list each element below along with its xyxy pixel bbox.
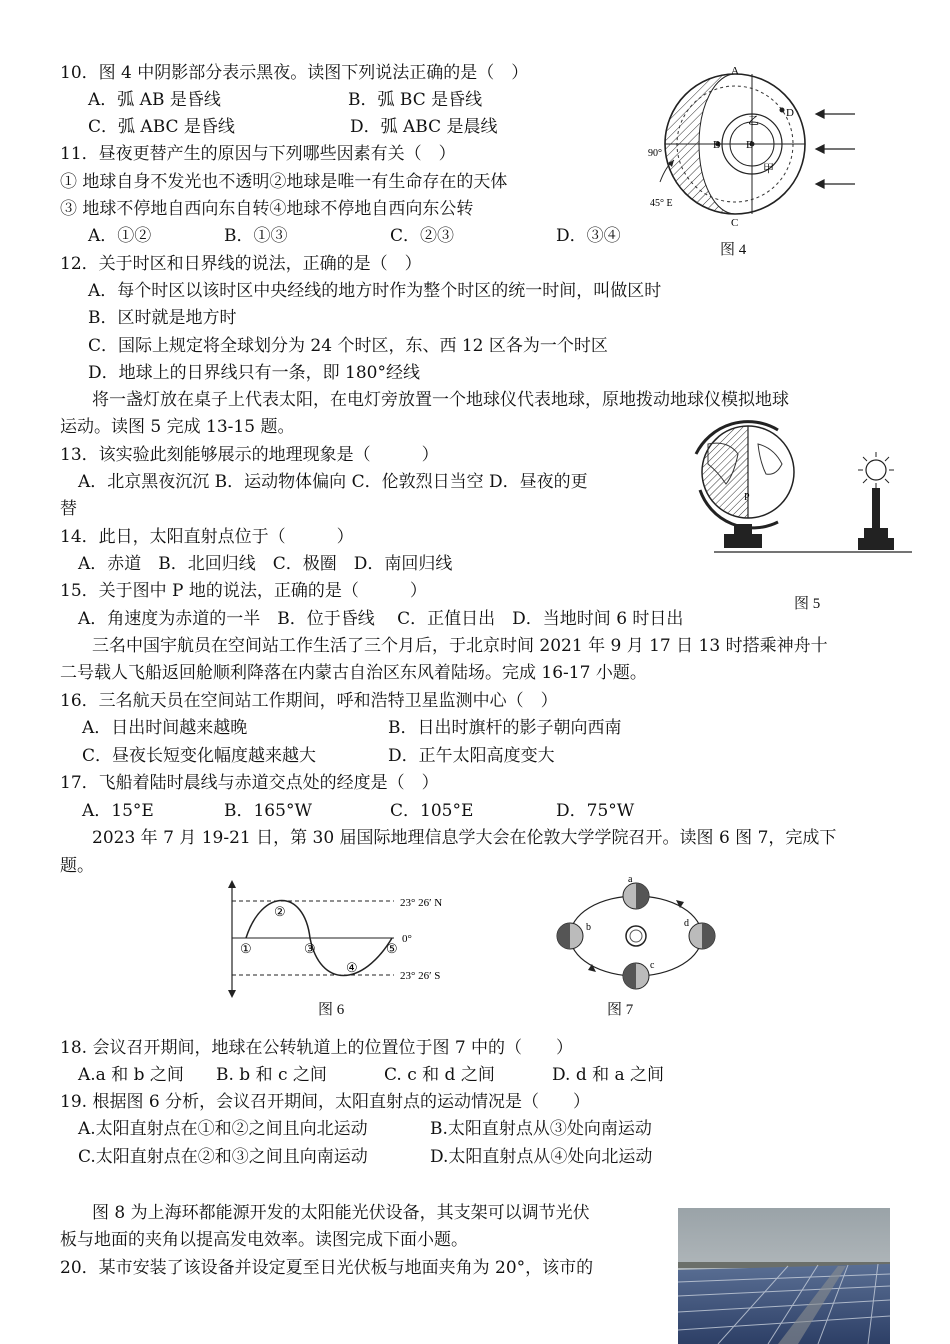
q13-options-cont: 替 [60,499,77,519]
q19-option-b: B.太阳直射点从③处向南运动 [430,1119,652,1139]
label-c: c [650,960,655,971]
q11-option-a: A．①② [88,226,152,246]
q12-stem: 12．关于时区和日界线的说法，正确的是（ ） [60,254,422,274]
point-2: ② [274,904,286,919]
q13-stem: 13．该实验此刻能够展示的地理现象是（ ） [60,445,439,465]
sunlight-arrows [816,110,855,188]
figure-8-solar-panel-photo [678,1208,890,1344]
intro-20-line-1: 图 8 为上海环都能源开发的太阳能光伏设备，其支架可以调节光伏 [92,1203,590,1223]
intro-18-19-line-2: 题。 [60,856,94,876]
earth-c [623,963,649,989]
q10-option-b: B．弧 BC 是昏线 [348,90,483,110]
q11-option-d: D．③④ [556,226,621,246]
figure-7-caption: 图 7 [607,1002,634,1018]
q14-options: A．赤道 B．北回归线 C．极圈 D．南回归线 [78,554,453,574]
point-5: ⑤ [386,941,398,956]
label-45e: 45° E [650,198,673,209]
intro-13-15-line-1: 将一盏灯放在桌子上代表太阳，在电灯旁放置一个地球仪代表地球，原地拨动地球仪模拟地球 [92,390,789,410]
figure-5-diagram [678,414,918,564]
q19-option-a: A.太阳直射点在①和②之间且向北运动 [78,1119,368,1139]
q17-option-d: D．75°W [556,801,635,821]
q20-stem: 20．某市安装了该设备并设定夏至日光伏板与地面夹角为 20°，该市的 [60,1258,594,1278]
q10-option-a: A．弧 AB 是昏线 [88,90,221,110]
point-3: ③ [304,941,316,956]
sun [626,926,646,946]
q10-option-d: D．弧 ABC 是晨线 [350,117,498,137]
figure-4-diagram [640,64,860,244]
q16-option-c: C．昼夜长短变化幅度越来越大 [82,746,317,766]
q14-stem: 14．此日，太阳直射点位于（ ） [60,527,354,547]
earth-a [623,883,649,909]
label-D: D [786,107,794,119]
intro-18-19-line-1: 2023 年 7 月 19-21 日，第 30 届国际地理信息学大会在伦敦大学学院召开。读图 6 图 7，完成下 [92,828,837,848]
intro-20-line-2: 板与地面的夹角以提高发电效率。读图完成下面小题。 [60,1230,468,1250]
q11-stem: 11．昼夜更替产生的原因与下列哪些因素有关（ ） [60,144,456,164]
q16-option-a: A．日出时间越来越晚 [82,718,248,738]
label-P: P [744,492,750,503]
q18-option-d: D. d 和 a 之间 [552,1065,665,1085]
q13-options: A．北京黑夜沉沉 B．运动物体偏向 C．伦敦烈日当空 D．昼夜的更 [78,472,588,492]
q16-option-d: D．正午太阳高度变大 [388,746,555,766]
label-23S: 23° 26′ S [400,970,441,982]
figure-6-caption: 图 6 [318,1002,345,1018]
q11-option-b: B．①③ [224,226,288,246]
earth-b [557,923,583,949]
q17-option-b: B．165°W [224,801,312,821]
figure-6-diagram [224,878,474,998]
q12-option-d: D．地球上的日界线只有一条，即 180°经线 [88,363,420,383]
q12-option-a: A．每个时区以该时区中央经线的地方时作为整个时区的统一时间，叫做区时 [88,281,662,301]
q18-option-b: B. b 和 c 之间 [216,1065,327,1085]
q17-stem: 17．飞船着陆时晨线与赤道交点处的经度是（ ） [60,773,439,793]
q17-option-c: C．105°E [390,801,474,821]
intro-16-17-line-2: 二号载人飞船返回舱顺利降落在内蒙古自治区东风着陆场。完成 16-17 小题。 [60,663,647,683]
label-E: E [746,139,753,151]
intro-13-15-line-2: 运动。读图 5 完成 13-15 题。 [60,417,295,437]
q18-stem: 18. 会议召开期间，地球在公转轨道上的位置位于图 7 中的（ ） [60,1038,574,1058]
q15-options: A．角速度为赤道的一半 B．位于昏线 C．正值日出 D．当地时间 6 时日出 [78,609,684,629]
q11-option-c: C．②③ [390,226,455,246]
label-d: d [684,918,689,929]
label-b: b [586,922,591,933]
figure-7-diagram [548,874,728,998]
q19-option-d: D.太阳直射点从④处向北运动 [430,1147,653,1167]
q16-stem: 16．三名航天员在空间站工作期间，呼和浩特卫星监测中心（ ） [60,691,558,711]
earth-d [689,923,715,949]
label-yi: 乙 [748,115,759,127]
figure-4-caption: 图 4 [720,242,747,258]
figure-5-caption: 图 5 [794,596,821,612]
lamp [858,452,894,550]
q10-stem: 10．图 4 中阴影部分表示黑夜。读图下列说法正确的是（ ） [60,63,529,83]
q19-option-c: C.太阳直射点在②和③之间且向南运动 [78,1147,368,1167]
label-C: C [731,217,739,229]
q18-option-a: A.a 和 b 之间 [78,1065,184,1085]
point-4: ④ [346,960,358,975]
label-0: 0° [402,933,412,945]
label-B: B [713,139,721,151]
label-A: A [731,65,739,77]
q11-statement-2: ③ 地球不停地自西向东自转④地球不停地自西向东公转 [60,199,474,219]
q10-option-c: C．弧 ABC 是昏线 [88,117,235,137]
q18-option-c: C. c 和 d 之间 [384,1065,495,1085]
label-23N: 23° 26′ N [400,897,443,909]
q17-option-a: A．15°E [82,801,154,821]
q11-statement-1: ① 地球自身不发光也不透明②地球是唯一有生命存在的天体 [60,172,508,192]
intro-16-17-line-1: 三名中国宇航员在空间站工作生活了三个月后，于北京时间 2021 年 9 月 17 日 13 时搭乘神舟十 [92,636,828,656]
label-jia: 甲 [763,163,774,175]
label-90: 90° [648,148,662,159]
q15-stem: 15．关于图中 P 地的说法，正确的是（ ） [60,581,427,601]
q16-option-b: B．日出时旗杆的影子朝向西南 [388,718,622,738]
label-a: a [628,874,633,885]
q19-stem: 19. 根据图 6 分析，会议召开期间，太阳直射点的运动情况是（ ） [60,1092,591,1112]
point-1: ① [240,941,252,956]
q12-option-b: B．区时就是地方时 [88,308,237,328]
q12-option-c: C．国际上规定将全球划分为 24 个时区，东、西 12 区各为一个时区 [88,336,608,356]
